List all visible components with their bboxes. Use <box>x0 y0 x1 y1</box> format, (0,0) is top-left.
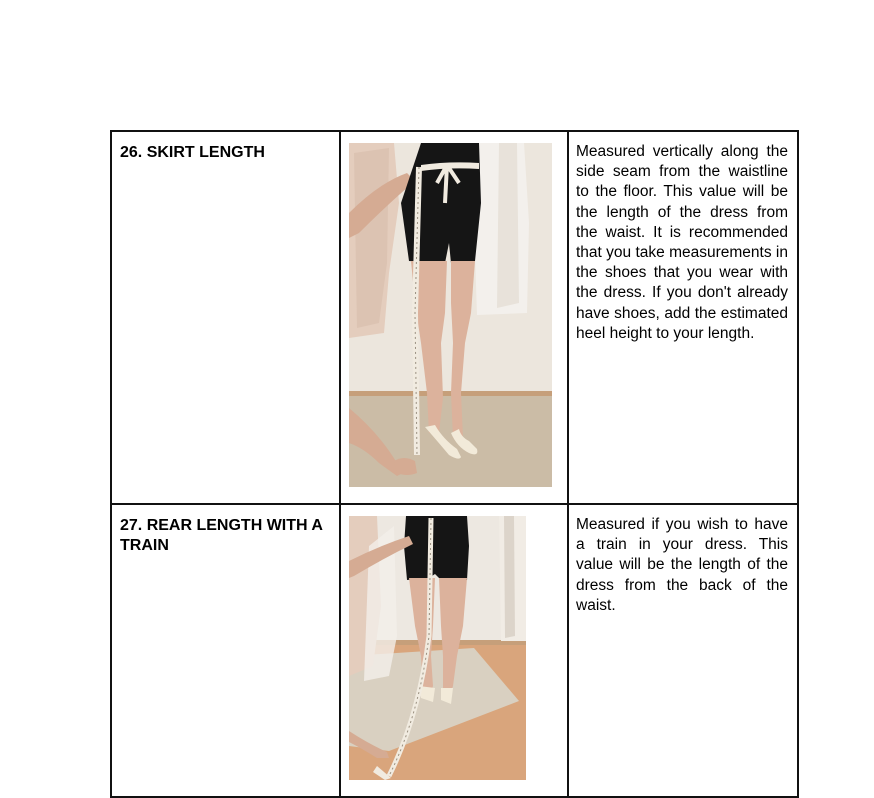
measurement-photo-cell <box>340 504 568 797</box>
measurement-description-cell <box>568 131 798 504</box>
measurement-description: Measured if you wish to have a train in your dress. This value will be the length of the dress from the back of the waist. <box>576 516 788 614</box>
measurement-description: Measured vertically along the side seam from the waistline to the floor. This value will be the length of the dress from the waist. It is recommended that you take measurements in the shoes that you wear with the dress. If you don't already have shoes, add the estimated heel height to your length. <box>576 143 788 342</box>
table-row <box>111 504 798 797</box>
measurement-photo-cell <box>340 131 568 504</box>
measurement-title: 27. REAR LENGTH WITH A TRAIN <box>120 517 323 554</box>
measurement-description-cell <box>568 504 798 797</box>
table-row <box>111 131 798 504</box>
measurement-name-cell <box>111 131 340 504</box>
measurement-title: 26. SKIRT LENGTH <box>120 144 265 161</box>
rear-length-photo <box>349 516 526 780</box>
skirt-length-photo <box>349 143 552 487</box>
measurement-name-cell <box>111 504 340 797</box>
measurement-table <box>110 130 799 798</box>
